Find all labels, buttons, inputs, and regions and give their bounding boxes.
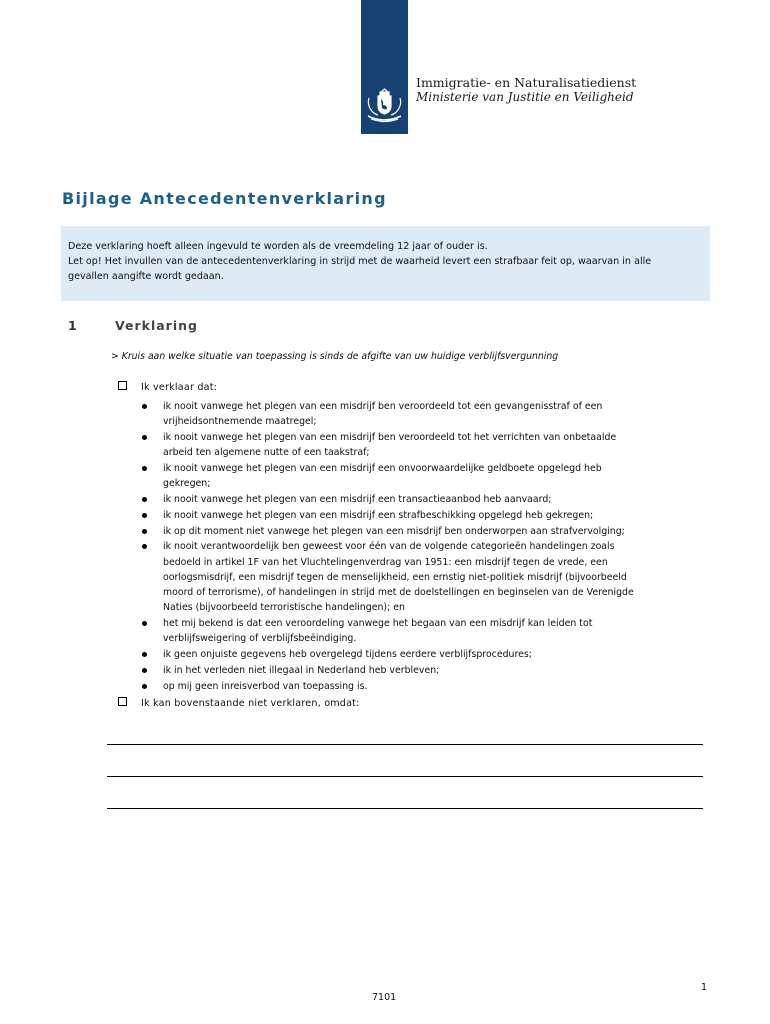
list-item-line: bedoeld in artikel 1F van het Vluchtelingenverdrag van 1951: een misdrijf tegen de vrede, een <box>163 556 608 568</box>
list-item <box>163 663 703 678</box>
organization-line: Immigratie- en Naturalisatiedienst <box>416 75 637 90</box>
bullet-icon <box>142 684 147 689</box>
section-instruction: > Kruis aan welke situatie van toepassing is sinds de afgifte van uw huidige verblijfsvergunning <box>111 351 559 362</box>
list-item <box>163 616 703 646</box>
intro-line: Deze verklaring hoeft alleen ingevuld te worden als de vreemdeling 12 jaar of ouder is. <box>68 241 488 252</box>
list-item-line: arbeid ten algemene nutte of een taakstraf; <box>163 447 370 459</box>
organization-name <box>416 75 636 105</box>
list-item-line: ik nooit vanwege het plegen van een misdrijf ben veroordeeld tot het verrichten van onbetaalde <box>163 432 617 443</box>
option-2-label: Ik kan bovenstaande niet verklaren, omdat: <box>141 698 360 709</box>
bullet-icon <box>142 529 147 534</box>
option-1-checkbox[interactable] <box>118 381 127 390</box>
list-item-line: ik op dit moment niet vanwege het plegen van een misdrijf ben onderworpen aan strafvervolging; <box>163 525 625 537</box>
list-item-line: ik nooit vanwege het plegen van een misdrijf een transactieaanbod heb aanvaard; <box>163 494 552 505</box>
list-item-line: ik nooit verantwoordelijk ben geweest voor één van de volgende categorieën handelingen zoals <box>163 541 615 553</box>
list-item <box>163 492 703 507</box>
bullet-icon <box>142 668 147 673</box>
list-item <box>163 508 703 523</box>
list-item <box>163 679 703 694</box>
list-item <box>163 430 703 460</box>
section-title: Verklaring <box>115 318 198 333</box>
bullet-icon <box>142 652 147 657</box>
bullet-icon <box>142 435 147 440</box>
list-item-line: ik in het verleden niet illegaal in Nederland heb verbleven; <box>163 664 440 676</box>
list-item-line: op mij geen inreisverbod van toepassing is. <box>163 680 368 692</box>
list-item <box>163 399 703 429</box>
list-item-line: verblijfsweigering of verblijfsbeëindiging. <box>163 633 357 645</box>
list-item-line: oorlogsmisdrijf, een misdrijf tegen de menselijkheid, een ernstig niet-politiek misdrijf (bijvoorbeeld <box>163 571 627 583</box>
list-item <box>163 524 703 539</box>
page-number: 1 <box>701 982 708 993</box>
list-item-line: gekregen; <box>163 478 211 490</box>
answer-line-2[interactable] <box>107 776 703 777</box>
form-number: 7101 <box>372 992 397 1003</box>
ministry-line: Ministerie van Justitie en Veiligheid <box>416 90 634 104</box>
answer-line-3[interactable] <box>107 808 703 809</box>
logo-bar <box>361 0 408 134</box>
bullet-icon <box>142 513 147 518</box>
list-item-line: ik geen onjuiste gegevens heb overgelegd tijdens eerdere verblijfsprocedures; <box>163 649 532 660</box>
bullet-icon <box>142 404 147 409</box>
option-2-checkbox[interactable] <box>118 697 127 706</box>
option-1-label: Ik verklaar dat: <box>141 382 218 393</box>
intro-line: Let op! Het invullen van de antecedentenverklaring in strijd met de waarheid levert een strafbaar feit op, waarvan in alle <box>68 256 652 267</box>
page-title: Bijlage Antecedentenverklaring <box>62 189 387 208</box>
list-item-line: ik nooit vanwege het plegen van een misdrijf een strafbeschikking opgelegd heb gekregen; <box>163 509 594 521</box>
bullet-icon <box>142 544 147 549</box>
intro-box <box>61 226 710 301</box>
rijkswapen-lion-crest-icon <box>365 86 404 124</box>
intro-line: gevallen aangifte wordt gedaan. <box>68 271 224 282</box>
list-item-line: Naties (bijvoorbeeld terroristische handelingen); en <box>163 602 405 614</box>
list-item-line: het mij bekend is dat een veroordeling vanwege het begaan van een misdrijf kan leiden tot <box>163 618 593 629</box>
bullet-icon <box>142 497 147 502</box>
list-item-line: ik nooit vanwege het plegen van een misdrijf ben veroordeeld tot een gevangenisstraf of een <box>163 401 603 412</box>
bullet-icon <box>142 466 147 471</box>
list-item-line: vrijheidsontnemende maatregel; <box>163 416 317 428</box>
list-item <box>163 539 703 615</box>
list-item <box>163 461 703 491</box>
list-item-line: ik nooit vanwege het plegen van een misdrijf een onvoorwaardelijke geldboete opgelegd heb <box>163 463 602 474</box>
bullet-icon <box>142 621 147 626</box>
list-item-line: moord of terrorisme), of handelingen in strijd met de doelstellingen en beginselen van de Verenigde <box>163 587 634 598</box>
section-number: 1 <box>68 318 77 333</box>
list-item <box>163 647 703 662</box>
answer-line-1[interactable] <box>107 744 703 745</box>
